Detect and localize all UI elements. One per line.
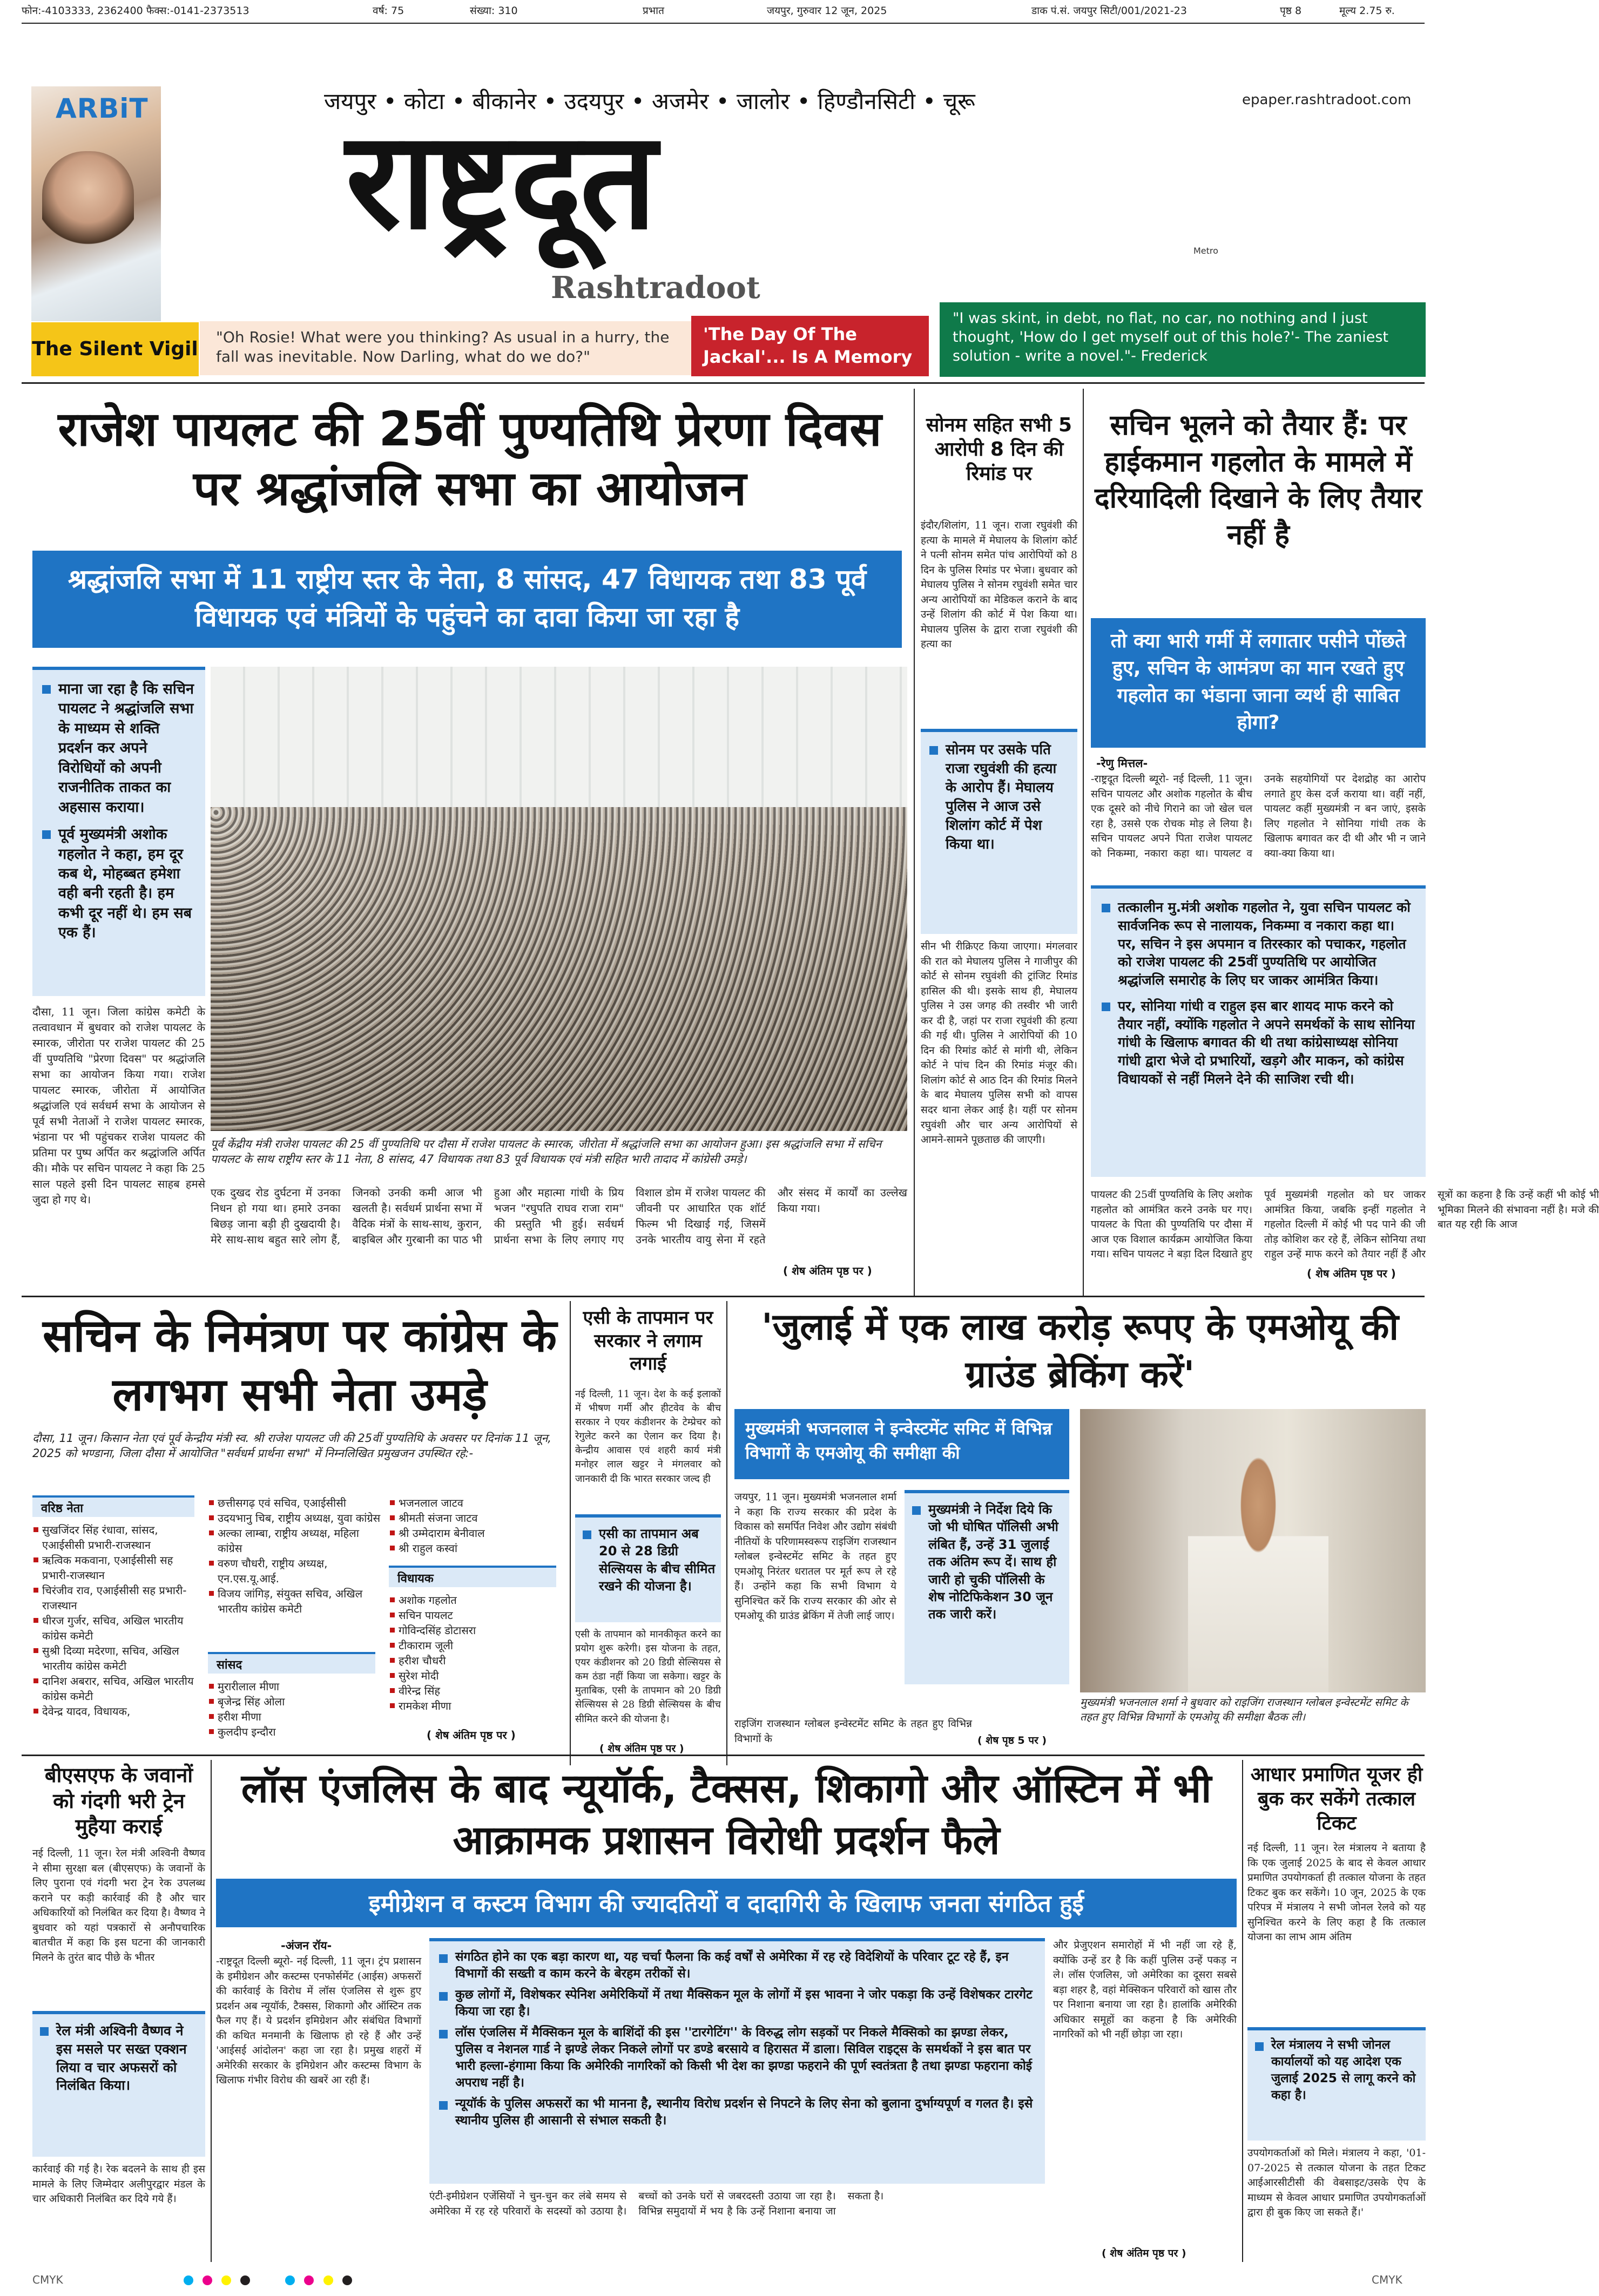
sachin-continue: ( शेष अंतिम पृष्ठ पर ) <box>1307 1267 1396 1280</box>
col-divider <box>914 389 915 1296</box>
sachin-bullet-box <box>1091 885 1426 1177</box>
left-ad-photo <box>31 86 161 321</box>
sonam-box: सोनम पर उसके पति राजा रघुवंशी की हत्या के आरोप हैं। मेघालय पुलिस ने आज उसे शिलांग कोर्ट में पेश किया था। <box>921 729 1077 934</box>
col-divider <box>1083 389 1084 1296</box>
list-item: श्री उम्मेदाराम बेनीवाल <box>389 1526 562 1541</box>
list-item: मुरारीलाल मीणा <box>208 1679 375 1694</box>
la-continue: ( शेष अंतिम पृष्ठ पर ) <box>1102 2247 1186 2259</box>
section-rule <box>22 1296 1425 1297</box>
crowd <box>211 807 907 1131</box>
date-info: जयपुर, गुरुवार 12 जून, 2025 <box>767 5 887 17</box>
lead-subhead: श्रद्धांजलि सभा में 11 राष्ट्रीय स्तर के नेता, 8 सांसद, 47 विधायक तथा 83 पूर्व विधायक एवं मंत्रियों के पहुंचने का दावा किया जा रहा है <box>32 551 902 648</box>
list-item: अल्का लाम्बा, राष्ट्रीय अध्यक्ष, महिला कांग्रेस <box>208 1526 381 1556</box>
top-rule <box>22 23 1425 24</box>
sonam-body-2: सीन भी रीक्रिएट किया जाएगा। मंगलवार की रात को मेघालय पुलिस ने गाजीपुर की कोर्ट से सोनम रघुवंशी की ट्रांजिट रिमांड हासिल की थी। इसके साथ ही, मेघालय पुलिस ने उस जगह की तस्वीर भी जारी कर दी है, जहां पर राजा रघुवंशी की हत्या की गई थी। पुलिस ने आरोपियों की 10 दिन की रिमांड कोर्ट से मांगी थी, लेकिन कोर्ट ने पांच दिन की रिमांड मंजूर की। शिलांग कोर्ट से आठ दिन की रिमांड मिलने के बाद मेघालय पुलिस सभी को वापस सदर थाना लेकर आई है। यहीं पर सोनम रघुवंशी और चार अन्य आरोपियों से आमने-सामने पूछताछ की जाएगी। <box>921 940 1077 1146</box>
invite-list-2 <box>208 1495 381 1616</box>
list-item: हरीश मीणा <box>208 1709 375 1724</box>
lead-body-2: एक दुखद रोड दुर्घटना में उनका निधन हो गया था। हमारे उनका बिछड़ जाना बड़ी ही दुखदायी है। मेरे साथ-साथ बहुत सारे लोग हैं, जिनको उनकी कमी आज भी खलती है। सर्वधर्म प्रार्थना सभा में वैदिक मंत्रों के साथ-साथ, कुरान, बाइबिल और गुरबानी का पाठ भी हुआ और महात्मा गांधी के प्रिय भजन "रघुपति राघव राजा राम" की प्रस्तुति भी हुई। सर्वधर्म प्रार्थना सभा के लिए लगाए गए विशाल डोम में राजेश पायलट की जीवनी पर आधारित एक शॉर्ट फिल्म भी दिखाई गई, जिसमें उनके भारतीय वायु सेना में रहते और संसद में कार्यों का उल्लेख किया गया। <box>211 1186 907 1246</box>
ac-headline: एसी के तापमान पर सरकार ने लगाम लगाई <box>583 1307 713 1374</box>
sachin-bullet: तत्कालीन मु.मंत्री अशोक गहलोत ने, युवा सचिन पायलट को सार्वजनिक रूप से नालायक, निकम्मा व नकारा कहा था। पर, सचिन ने इस अपमान व तिरस्कार को पचाकर, गहलोत को राजेश पायलट की 25वीं पुण्यतिथि पर आयोजित श्रद्धांजलि समारोह के लिए घर जाकर आमंत्रित किया। <box>1099 898 1417 990</box>
mou-box: मुख्यमंत्री ने निर्देश दिये कि जो भी घोषित पॉलिसी अभी लंबित हैं, उन्हें 31 जुलाई तक अंतिम रूप दें। साथ ही जारी हो चुकी पॉलिसी के शेष नोटिफिकेशन 30 जून तक जारी करें। <box>905 1490 1069 1684</box>
mla-list <box>389 1593 562 1713</box>
list-item: भजनलाल जाटव <box>389 1495 562 1511</box>
quote-strip-3: "I was skint, in debt, no flat, no car, no nothing and I just thought, 'How do I get myself out of this hole?'- The zaniest solution - write a novel."- Frederick <box>940 302 1426 377</box>
list-item: विजय जांगिड़, संयुक्त सचिव, अखिल भारतीय कांग्रेस कमेटी <box>208 1586 381 1616</box>
la-bullet: कुछ लोगों में, विशेषकर स्पेनिश अमेरिकियों में तथा मैक्सिकन मूल के लोगों में इस भावना ने जोर पकड़ा कि उन्हें विशेषकर टारगेट किया जा रहा है। <box>437 1987 1037 2020</box>
masthead-title-english: Rashtradoot <box>551 270 760 306</box>
cm-photo <box>1080 1409 1426 1692</box>
lead-body: दौसा, 11 जून। जिला कांग्रेस कमेटी के तत्वावधान में बुधवार को राजेश पायलट के स्मारक, जीरोता पर राजेश पायलट की 25 वीं पुण्यतिथि "प्रेरणा दिवस" पर श्रद्धांजलि सभा का आयोजन किया गया। राजेश पायलट स्मारक, जीरोता में आयोजित श्रद्धांजलि एवं सर्वधर्म सभा के आयोजन से पूर्व सभी नेताओं ने राजेश पायलट स्मारक, भंडाना पर भी पहुंचकर राजेश पायलट की प्रतिमा पर पुष्प अर्पित कर श्रद्धांजलि अर्पित की। मौके पर सचिन पायलट ने कहा कि 25 साल पहले इसी दिन पायलट साहब हमसे जुदा हो गए थे। <box>32 1005 205 1206</box>
la-bullet: न्यूयॉर्क के पुलिस अफसरों का भी मानना है, स्थानीय विरोध प्रदर्शन से निपटने के लिए सेना को बुलाना दुर्भाग्यपूर्ण व गलत है। इसे स्थानीय पुलिस ही आसानी से संभाल सकती है। <box>437 2096 1037 2129</box>
city-list: जयपुर • कोटा • बीकानेर • उदयपुर • अजमेर • जालोर • हिण्डौनसिटी • चूरू <box>324 88 975 114</box>
la-bullet-box <box>429 1938 1045 2184</box>
ac-continue: ( शेष अंतिम पृष्ठ पर ) <box>599 1743 684 1755</box>
ac-body: नई दिल्ली, 11 जून। देश के कई इलाकों में भीषण गर्मी और हीटवेव के बीच सरकार ने एयर कंडीशनर के टेम्प्रेचर को रेगुलेट करने का ऐलान कर दिया है। केन्द्रीय आवास एवं शहरी कार्य मंत्री मनोहर लाल खट्टर ने मंगलवार को जानकारी दी कि भारत सरकार जल्द ही <box>575 1389 721 1485</box>
lead-headline: राजेश पायलट की 25वीं पुण्यतिथि प्रेरणा दिवस पर श्रद्धांजलि सभा का आयोजन <box>58 401 882 516</box>
col-divider <box>726 1301 727 1765</box>
tent-roof <box>211 667 907 807</box>
top-info-bar <box>22 0 1426 22</box>
list-item: सुखजिंदर सिंह रंधावा, सांसद, एआईसीसी प्रभारी-राजस्थान <box>32 1522 194 1553</box>
section-rule <box>22 1755 1425 1756</box>
senior-label: वरिष्ठ नेता <box>32 1495 194 1517</box>
ac-body-2: एसी के तापमान को मानकीकृत करने का प्रयोग शुरू करेगी। इस योजना के तहत, एयर कंडीशनर को 20 डिग्री सेल्सियस से कम ठंडा नहीं किया जा सकेगा। खट्टर के मुताबिक, एसी के तापमान को 20 डिग्री सेल्सियस से 28 डिग्री सेल्सियस के बीच सीमित करने की योजना है। <box>575 1629 721 1725</box>
postal-info: डाक पं.सं. जयपुर सिटी/001/2021-23 <box>1031 5 1187 17</box>
invite-intro: दौसा, 11 जून। किसान नेता एवं पूर्व केन्द्रीय मंत्री स्व. श्री राजेश पायलट जी की 25वीं पुण्यतिथि के अवसर पर दिनांक 11 जून, 2025 को भण्डाना, जिला दौसा में आयोजित "सर्वधर्म प्रार्थना सभा" में निम्नलिखित प्रमुखजन उपस्थित रहे:- <box>32 1432 551 1460</box>
sachin-body: -राष्ट्रदूत दिल्ली ब्यूरो- नई दिल्ली, 11 जून। सचिन पायलट और अशोक गहलोत के बीच एक दूसरे को नीचे गिराने का जो खेल चल रहा है, उससे एक रोचक मोड़ ले लिया है। सचिन पायलट अपने पिता राजेश पायलट को निकम्मा, नकारा कहा था। पायलट व उनके सहयोगियों पर देशद्रोह का आरोप लगाते हुए केस दर्ज कराया था। वहीं नहीं, पायलट कहीं मुख्यमंत्री न बन जाएं, इसके लिए गहलोत ने सोनिया गांधी तक के खिलाफ बगावत कर दी थी और भी न जाने क्या-क्या किया था। <box>1091 773 1426 859</box>
list-item: सुश्री दिव्या मदेरणा, सचिव, अखिल भारतीय कांग्रेस कमेटी <box>32 1643 194 1674</box>
list-item: सुरेश मोदी <box>389 1668 562 1683</box>
sachin-byline: -रेणु मित्तल- <box>1096 757 1148 770</box>
issue-info: संख्या: 310 <box>470 5 518 17</box>
cmyk-label: CMYK <box>32 2273 63 2286</box>
mou-body-2: राइजिंग राजस्थान ग्लोबल इन्वेस्टमेंट समिट के तहत हुए विभिन्न विभागों के <box>734 1718 972 1745</box>
jackal-badge: 'The Day Of The Jackal'... Is A Memory <box>691 316 929 376</box>
sachin-bullet: पर, सोनिया गांधी व राहुल इस बार शायद माफ करने को तैयार नहीं, क्योंकि गहलोत ने अपने समर्थकों के साथ सोनिया गांधी के खिलाफ बगावत की थी तथा कांग्रेसाध्यक्ष सोनिया गांधी द्वारा भेजे दो प्रभारियों, खड़गे और माकन, को कांग्रेस विधायकों से नहीं मिलने देने की साजिश रची थी। <box>1099 997 1417 1088</box>
list-item: छत्तीसगढ़ एवं सचिव, एआईसीसी <box>208 1495 381 1511</box>
sachin-body-2: पायलट की 25वीं पुण्यतिथि के लिए अशोक गहलोत को आमंत्रित करने उनके घर गए। पायलट के पिता की पुण्यतिथि पर दौसा में आज एक विशाल कार्यक्रम आयोजित किया गया। सचिन पायलट ने बड़ा दिल दिखाते हुए पूर्व मुख्यमंत्री गहलोत को घर जाकर आमंत्रित किया, जबकि इन्हीं गहलोत ने गहलोत दिल्ली में कोई भी पद पाने की जी तोड़ कोशिश कर रहे हैं, लेकिन सोनिया तथा राहुल उन्हें माफ करने को तैयार नहीं हैं और सूत्रों का कहना है कि उन्हें कहीं भी कोई भी भूमिका मिलने की संभावना नहीं है। मजे की बात यह रही कि आज <box>1091 1189 1599 1261</box>
la-bullet: लॉस एंजलिस में मैक्सिकन मूल के बाशिंदों की इस ''टारगेटिंग'' के विरुद्ध लोग सड़कों पर निकले मैक्सिको का झण्डा लेकर, पुलिस व नेशनल गार्ड ने झण्डे लेकर निकले लोगों पर डण्डे बरसाये व हिरासत में डाला। सिविल राइट्स के समर्थकों ने इस बात पर भारी हल्ला-हंगामा किया कि अमेरिकी नागरिकों को किसी भी देश का झण्डा फहराने की पूर्ण स्वतंत्रता है तथा झण्डा फहराना कोई अपराध नहीं है। <box>437 2024 1037 2091</box>
sachin-subhead: तो क्या भारी गर्मी में लगातार पसीने पोंछते हुए, सचिन के आमंत्रण का मान रखते हुए गहलोत का भंडाना जाना व्यर्थ ही साबित होगा? <box>1091 618 1426 748</box>
la-body: -राष्ट्रदूत दिल्ली ब्यूरो- नई दिल्ली, 11 जून। ट्रंप प्रशासन के इमीग्रेशन और कस्टम्स एनफोर्समेंट (आईस) अफसरों की कार्रवाई के विरोध में लॉस एंजलिस से शुरू हुए प्रदर्शन अब न्यूयॉर्क, टैक्सस, शिकागो और ऑस्टिन तक फैल गए हैं। ये प्रदर्शन इमिग्रेशन और संबंधित विभागों की कथित मनमानी के खिलाफ हो रहे हैं और उन्हें 'आईसई आंदोलन' कहा जा रहा है। प्रमुख शहरों में अमेरिकी सरकार के इमिग्रेशन और कस्टम्स विभाग के खिलाफ गंभीर विरोध की खबरें आ रही हैं। <box>216 1955 421 2087</box>
invite-list-3 <box>389 1495 562 1556</box>
year-info: वर्ष: 75 <box>373 5 404 17</box>
list-item: गोविन्दसिंह डोटासरा <box>389 1623 562 1638</box>
metro-label: Metro <box>1193 246 1218 256</box>
epaper-link[interactable]: epaper.rashtradoot.com <box>1242 92 1412 108</box>
la-body-3: और प्रेजुएशन समारोहों में भी नहीं जा रहे हैं, क्योंकि उन्हें डर है कि कहीं पुलिस उन्हें पकड़ न ले। लॉस एंजलिस, जो अमेरिका का दूसरा सबसे बड़ा शहर है, वहां मेक्सिकन परिवारों को खास तौर पर निशाना बनाया जा रहा है। हालांकि अमेरिकी अधिकार समूहों का कहना है कि अमेरिकी नागरिकों को भी नहीं छोड़ा जा रहा। <box>1053 1939 1237 2041</box>
mou-body: जयपुर, 11 जून। मुख्यमंत्री भजनलाल शर्मा ने कहा कि राज्य सरकार की प्रदेश के विकास को समर्पित निवेश और उद्योग संबंधी नीतियों के परिणामस्वरूप राइजिंग राजस्थान ग्लोबल इन्वेस्टमेंट समिट के तहत हुए एमओयू निरंतर धरातल पर मूर्त रूप ले रहे हैं। उन्होंने कहा कि सभी विभाग ये सुनिश्चित करें कि राज्य सरकार की ओर से एमओयू की ग्राउंड ब्रेकिंग में तेजी लाई जाए। <box>734 1491 896 1622</box>
lead-continue: ( शेष अंतिम पृष्ठ पर ) <box>783 1264 872 1277</box>
tatkal-body-2: उपयोगकर्ताओं को मिले। मंत्रालय ने कहा, '01-07-2025 से तत्काल योजना के तहत टिकट आईआरसीटीसी की वेबसाइट/उसके ऐप के माध्यम से केवल आधार प्रमाणित उपयोगकर्ताओं द्वारा ही बुक किए जा सकते हैं।' <box>1247 2147 1426 2219</box>
footer-strip <box>22 2270 1425 2292</box>
quote-strip-1: "Oh Rosie! What were you thinking? As usual in a hurry, the fall was inevitable. Now Darling, what do we do?" <box>200 321 702 375</box>
la-body-2: एंटी-इमीग्रेशन एजेंसियों ने चुन-चुन कर लंबे समय से अमेरिका में रह रहे परिवारों के सदस्यों को उठाया है। बच्चों को उनके घरों से जबरदस्ती उठाया जा रहा है। विभिन्न समुदायों में भय है कि उन्हें निशाना बनाया जा सकता है। <box>429 2190 884 2217</box>
sonam-body: इंदौर/शिलांग, 11 जून। राजा रघुवंशी की हत्या के मामले में मेघालय के शिलांग कोर्ट ने पत्नी सोनम समेत पांच आरोपियों को 8 दिन के पुलिस रिमांड पर भेजा। बुधवार को मेघालय पुलिस ने सोनम रघुवंशी समेत चार अन्य आरोपियों का मेडिकल कराने के बाद उन्हें शिलांग की कोर्ट में पेश किया था। मेघालय पुलिस के द्वारा राजा रघुवंशी की हत्या का <box>921 519 1077 651</box>
mp-label: सांसद <box>208 1652 375 1674</box>
cmyk-label-right: CMYK <box>1372 2273 1402 2286</box>
la-headline: लॉस एंजलिस के बाद न्यूयॉर्क, टैक्सस, शिकागो और ऑस्टिन में भी आक्रामक प्रशासन विरोधी प्रदर्शन फैले <box>241 1765 1212 1864</box>
invite-continue: ( शेष अंतिम पृष्ठ पर ) <box>427 1729 516 1742</box>
list-item: वरुण चौधरी, राष्ट्रीय अध्यक्ष, एन.एस.यू.आई. <box>208 1556 381 1586</box>
list-item: श्री राहुल कस्वां <box>389 1541 562 1556</box>
col-divider <box>570 1301 571 1765</box>
price-info: मूल्य 2.75 रु. <box>1339 5 1395 17</box>
bsf-headline: बीएसएफ के जवानों को गंदगी भरी ट्रेन मुहैया कराई <box>44 1763 193 1838</box>
silent-vigil-label: The Silent Vigil <box>31 322 199 376</box>
col-divider <box>1242 1760 1243 2262</box>
edition-info: प्रभात <box>643 5 664 17</box>
list-item: धीरज गुर्जर, सचिव, अखिल भारतीय कांग्रेस कमेटी <box>32 1613 194 1643</box>
masthead-title: राष्ट्रदूत <box>346 102 655 259</box>
list-item: सचिन पायलट <box>389 1608 562 1623</box>
mou-continue: ( शेष पृष्ठ 5 पर ) <box>977 1735 1047 1746</box>
la-bullet: संगठित होने का एक बड़ा कारण था, यह चर्चा फैलना कि कई वर्षों से अमेरिका में रह रहे विदेशियों के परिवार टूट रहे हैं, इन विभागों की सख्ती व काम करने के बेरहम तरीकों से। <box>437 1949 1037 1982</box>
list-item: टीकाराम जूली <box>389 1638 562 1653</box>
phone-info: फोन:-4103333, 2362400 फैक्स:-0141-2373513 <box>22 5 249 17</box>
mou-headline: 'जुलाई में एक लाख करोड़ रूपए के एमओयू की ग्राउंड ब्रेकिंग करें' <box>761 1306 1399 1397</box>
list-item: देवेन्द्र यादव, विधायक, <box>32 1704 194 1719</box>
cm-figure <box>1188 1452 1328 1692</box>
sachin-headline: सचिन भूलने को तैयार हैं: पर हाईकमान गहलोत के मामले में दरियादिली दिखाने के लिए तैयार नहीं है <box>1094 409 1422 551</box>
list-item: बृजेन्द्र सिंह ओला <box>208 1694 375 1709</box>
lead-bullet-box <box>32 667 205 996</box>
pages-info: पृष्ठ 8 <box>1280 5 1302 17</box>
mla-label: विधायक <box>389 1566 556 1587</box>
bsf-box: रेल मंत्री अश्विनी वैष्णव ने इस मसले पर सख्त एक्शन लिया व चार अफसरों को निलंबित किया। <box>32 2011 205 2157</box>
lead-bullet: माना जा रहा है कि सचिन पायलट ने श्रद्धांजलि सभा के माध्यम से शक्ति प्रदर्शन कर अपने विरोधियों को अपनी राजनीतिक ताकत का अहसास कराया। <box>40 680 198 817</box>
la-subhead: इमीग्रेशन व कस्टम विभाग की ज्यादतियों व दादागिरी के खिलाफ जनता संगठित हुई <box>216 1879 1237 1927</box>
patient-illustration <box>42 151 134 259</box>
masthead-rule <box>22 382 1425 384</box>
mou-subhead: मुख्यमंत्री भजनलाल ने इन्वेस्टमेंट समिट में विभिन्न विभागों के एमओयू की समीक्षा की <box>734 1409 1069 1479</box>
tatkal-headline: आधार प्रमाणित यूजर ही बुक कर सकेंगे तत्काल टिकट <box>1250 1764 1423 1834</box>
senior-list <box>32 1522 194 1719</box>
list-item: श्रीमती संजना जाटव <box>389 1511 562 1526</box>
list-item: वीरेन्द्र सिंह <box>389 1683 562 1698</box>
list-item: चिरंजीव राव, एआईसीसी सह प्रभारी-राजस्थान <box>32 1583 194 1613</box>
list-item: ऋत्विक मकवाना, एआईसीसी सह प्रभारी-राजस्थान <box>32 1553 194 1583</box>
list-item: रामकेश मीणा <box>389 1698 562 1713</box>
cm-photo-caption: मुख्यमंत्री भजनलाल शर्मा ने बुधवार को राइजिंग राजस्थान ग्लोबल इन्वेस्टमेंट समिट के तहत हुए विभिन्न विभागों के एमओयू की समीक्षा बैठक ली। <box>1080 1696 1408 1723</box>
bsf-body-2: कार्रवाई की गई है। रेक बदलने के साथ ही इस मामले के लिए जिम्मेदार अलीपुरद्वार मंडल के चार अधिकारी निलंबित कर दिये गये हैं। <box>32 2163 205 2205</box>
list-item: उदयभानु चिब, राष्ट्रीय अध्यक्ष, युवा कांग्रेस <box>208 1511 381 1526</box>
tatkal-body: नई दिल्ली, 11 जून। रेल मंत्रालय ने बताया है कि एक जुलाई 2025 के बाद से केवल आधार प्रमाणित उपयोगकर्ता ही तत्काल योजना के तहत टिकट बुक कर सकेंगे। 10 जून, 2025 के एक परिपत्र में मंत्रालय ने सभी जोनल रेलवे को यह सुनिश्चित करने के लिए कहा है कि तत्काल योजना का लाभ आम अंतिम <box>1247 1842 1426 1943</box>
arbit-logo: ARBiT <box>56 93 149 124</box>
list-item: हरीश चौधरी <box>389 1653 562 1668</box>
invite-headline: सचिन के निमंत्रण पर कांग्रेस के लगभग सभी नेता उमड़े <box>43 1309 557 1421</box>
list-item: दानिश अबरार, सचिव, अखिल भारतीय कांग्रेस कमेटी <box>32 1674 194 1704</box>
registration-dots <box>184 2275 352 2287</box>
lead-photo <box>211 667 907 1131</box>
bsf-body: नई दिल्ली, 11 जून। रेल मंत्री अश्विनी वैष्णव ने सीमा सुरक्षा बल (बीएसएफ) के जवानों के लिए पुराना एवं गंदगी भरा ट्रेन रेक उपलब्ध कराने पर कड़ी कार्रवाई की है और चार अधिकारियों को निलंबित कर दिया है। वैष्णव ने बुधवार को यहां पत्रकारों से अनौपचारिक बातचीत में कहा कि इस घटना की जानकारी मिलने के तुरंत बाद पीछे के भीतर <box>32 1847 205 1963</box>
ac-box: एसी का तापमान अब 20 से 28 डिग्री सेल्सियस के बीच सीमित रखने की योजना है। <box>575 1514 721 1622</box>
lead-bullet: पूर्व मुख्यमंत्री अशोक गहलोत ने कहा, हम दूर कब थे, मोहब्बत हमेशा वही बनी रहती है। हम कभी दूर नहीं थे। हम सब एक हैं। <box>40 825 198 943</box>
mp-list <box>208 1679 375 1739</box>
lead-photo-caption: पूर्व केंद्रीय मंत्री राजेश पायलट की 25 वीं पुण्यतिथि पर दौसा में राजेश पायलट के स्मारक, जीरोता में श्रद्धांजलि सभा का आयोजन हुआ। इस श्रद्धांजलि सभा में सचिन पायलट के साथ राष्ट्रीय स्तर के 11 नेता, 8 सांसद, 47 विधायक तथा 83 पूर्व विधायक एवं मंत्री सहित भारी तादाद में कांग्रेसी उमड़े। <box>211 1137 882 1166</box>
la-byline: -अंजन रॉय- <box>281 1939 332 1952</box>
list-item: अशोक गहलोत <box>389 1593 562 1608</box>
list-item: कुलदीप इन्दौरा <box>208 1724 375 1739</box>
tatkal-box: रेल मंत्रालय ने सभी जोनल कार्यालयों को यह आदेश एक जुलाई 2025 से लागू करने को कहा है। <box>1247 2027 1426 2141</box>
col-divider <box>211 1760 212 2262</box>
sonam-headline: सोनम सहित सभी 5 आरोपी 8 दिन की रिमांड पर <box>926 414 1072 485</box>
